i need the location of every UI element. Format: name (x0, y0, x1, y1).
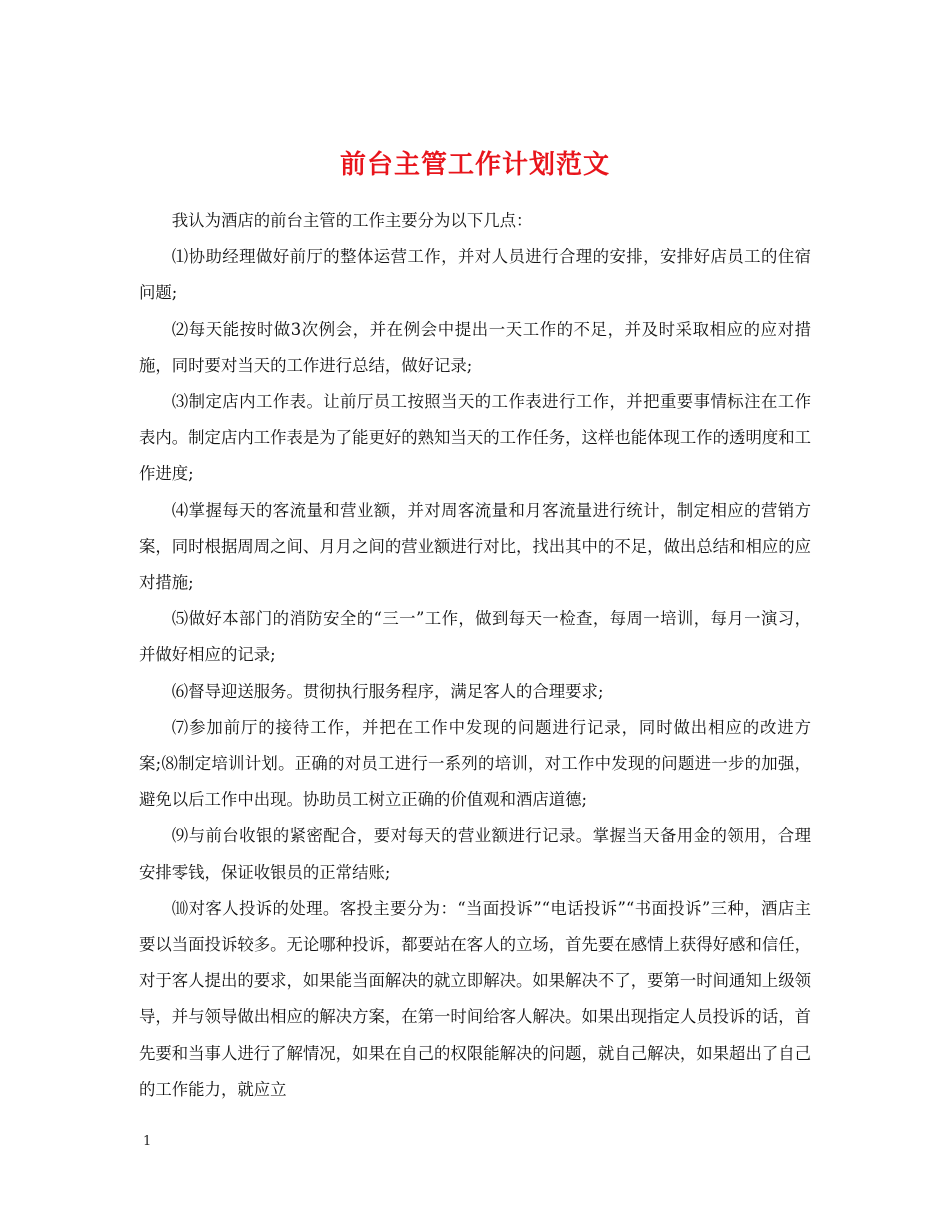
paragraph-intro: 我认为酒店的前台主管的工作主要分为以下几点： (171, 211, 533, 230)
document-body (139, 203, 811, 1108)
paragraph-item-5: ⑸做好本部门的消防安全的“三一”工作，做到每天一检查，每周一培训，每月一演习，并做好相应的记录; (139, 609, 811, 665)
paragraph-item-9: ⑼与前台收银的紧密配合，要对每天的营业额进行记录。掌握当天备用金的领用，合理安排零钱，保证收银员的正常结账; (139, 826, 811, 882)
paragraph-item-2: ⑵每天能按时做3次例会，并在例会中提出一天工作的不足，并及时采取相应的应对措施，同时要对当天的工作进行总结，做好记录; (139, 319, 811, 375)
paragraph-item-4: ⑷掌握每天的客流量和营业额，并对周客流量和月客流量进行统计，制定相应的营销方案，同时根据周周之间、月月之间的营业额进行对比，找出其中的不足，做出总结和相应的应对措施; (139, 500, 812, 593)
document-title: 前台主管工作计划范文 (339, 150, 610, 181)
paragraph-item-3: ⑶制定店内工作表。让前厅员工按照当天的工作表进行工作，并把重要事情标注在工作表内。制定店内工作表是为了能更好的熟知当天的工作任务，这样也能体现工作的透明度和工作进度; (139, 392, 812, 484)
paragraph-item-1: ⑴协助经理做好前厅的整体运营工作，并对人员进行合理的安排，安排好店员工的住宿问题; (139, 247, 811, 303)
paragraph-item-10: ⑽对客人投诉的处理。客投主要分为：“当面投诉”“电话投诉”“书面投诉”三种，酒店主要以当面投诉较多。无论哪种投诉，都要站在客人的立场，首先要在感情上获得好感和信任，对于客人提出的要求，如果能当面解决的就立即解决。如果解决不了，要第一时间通知上级领导，并与领导做出相应的解决方案，在第一时间给客人解决。如果出现指定人员投诉的话，首先要和当事人进行了解情况，如果在自己的权限能解决的问题，就自己解决，如果超出了自己的工作能力，就应立 (139, 898, 812, 1099)
paragraph-item-7-8: ⑺参加前厅的接待工作，并把在工作中发现的问题进行记录，同时做出相应的改进方案;⑻制定培训计划。正确的对员工进行一系列的培训，对工作中发现的问题进一步的加强，避免以后工作中出现。协助员工树立正确的价值观和酒店道德; (139, 717, 811, 810)
paragraph-item-6: ⑹督导迎送服务。贯彻执行服务程序，满足客人的合理要求; (171, 681, 604, 701)
page-number: 1 (143, 1134, 152, 1149)
